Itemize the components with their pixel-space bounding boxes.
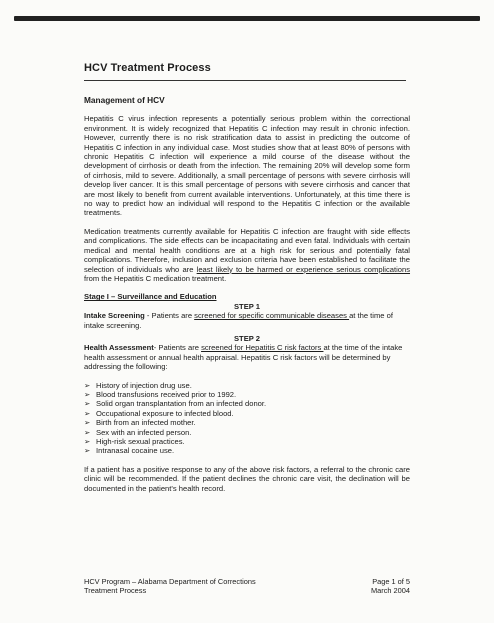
step1-text-start: - Patients are <box>144 311 195 321</box>
step2-text-end: at the time of the intake health assessment or annual health appraisal. Hepatitis C risk factors will be determined by addressing the following: <box>84 343 403 372</box>
risk-factor-item: ➢ Solid organ transplantation from an infected donor. <box>84 399 267 409</box>
footer-program <box>84 577 256 595</box>
treatment-underlined-text: least likely to be harmed or experience serious complications <box>196 264 411 274</box>
risk-factor-item: ➢ Blood transfusions received prior to 1992. <box>84 389 237 399</box>
arrow-bullet-icon: ➢ <box>84 418 91 428</box>
page-number: Page 1 of 5 <box>372 577 410 586</box>
step2-label: STEP 2 <box>233 333 261 343</box>
arrow-bullet-icon: ➢ <box>84 446 91 456</box>
risk-factor-item: ➢ Sex with an infected person. <box>84 427 192 437</box>
treatment-text-start: Medication treatments currently available for Hepatitis C infection are fraught with side effects and complications. The side effects can be incapacitating and even fatal. Individuals with certain medical and mental health conditions are at a high risk for serious and potentially fatal complications. Therefore, inclusion and exclusion criteria have been established to facilitate the selection of individuals who are <box>84 226 410 274</box>
step1-lead: Intake Screening <box>84 311 145 321</box>
step1-paragraph <box>84 311 410 330</box>
scan-top-border <box>14 16 480 21</box>
document-body <box>84 96 410 502</box>
arrow-bullet-icon: ➢ <box>84 408 91 418</box>
page-title: HCV Treatment Process <box>84 62 211 74</box>
document-date: March 2004 <box>370 586 410 596</box>
arrow-bullet-icon: ➢ <box>84 399 91 409</box>
footer-section-name: Treatment Process <box>84 586 147 596</box>
arrow-bullet-icon: ➢ <box>84 389 91 399</box>
title-divider <box>84 80 406 81</box>
step2-text-start: - Patients are <box>153 343 202 353</box>
treatment-text-end: from the Hepatitis C medication treatment. <box>84 273 227 283</box>
step2-underlined-text: screened for Hepatitis C risk factors <box>201 343 324 353</box>
step2-paragraph <box>84 343 410 371</box>
step1-label: STEP 1 <box>233 301 261 311</box>
treatment-paragraph <box>84 227 410 283</box>
risk-factor-list <box>84 381 410 456</box>
arrow-bullet-icon: ➢ <box>84 437 91 446</box>
risk-factor-item: ➢ History of injection drug use. <box>84 380 192 390</box>
risk-factor-item: ➢ Occupational exposure to infected blood. <box>84 408 234 418</box>
intro-paragraph: Hepatitis C virus infection represents a potentially serious problem within the correctional environment. It is widely recognized that Hepatitis C infection may result in chronic infection. However, currently there is no risk stratification data to assist in predicting the outcome of Hepatitis C infection in any individual case. Most studies show that at least 80% of persons with chronic Hepatitis C infection will experience a mild course of the disease without the development of cirrhosis or death from the infection. The remaining 20% will develop some form of cirrhosis, mild to severe. Additionally, a small percentage of persons with severe cirrhosis will develop liver cancer. It is this small percentage of persons with severe cirrhosis and cancer that are most likely to benefit from current available interventions. Unfortunately, at this time there is no way to predict how an individual will respond to the Hepatitis C infection or the available treatments. <box>84 114 410 218</box>
step2-lead: Health Assessment <box>84 343 154 353</box>
risk-factor-item: ➢ Birth from an infected mother. <box>84 418 196 428</box>
risk-factor-item: ➢ High-risk sexual practices. <box>84 437 185 446</box>
step1-text-end: at the time of intake screening. <box>84 311 393 330</box>
stage-heading: Stage I – Surveillance and Education <box>84 292 217 302</box>
section-heading: Management of HCV <box>84 95 165 105</box>
footer-program-name: HCV Program – Alabama Department of Corrections <box>84 577 256 586</box>
arrow-bullet-icon: ➢ <box>84 380 91 390</box>
closing-paragraph: If a patient has a positive response to any of the above risk factors, a referral to the chronic care clinic will be recommended. If the patient declines the chronic care visit, the declination will be documented in the patient's health record. <box>84 464 410 493</box>
arrow-bullet-icon: ➢ <box>84 427 91 437</box>
step1-underlined-text: screened for specific communicable diseases <box>194 311 350 321</box>
risk-factor-item: ➢ Intranasal cocaine use. <box>84 446 175 456</box>
footer-page-info <box>330 577 410 595</box>
